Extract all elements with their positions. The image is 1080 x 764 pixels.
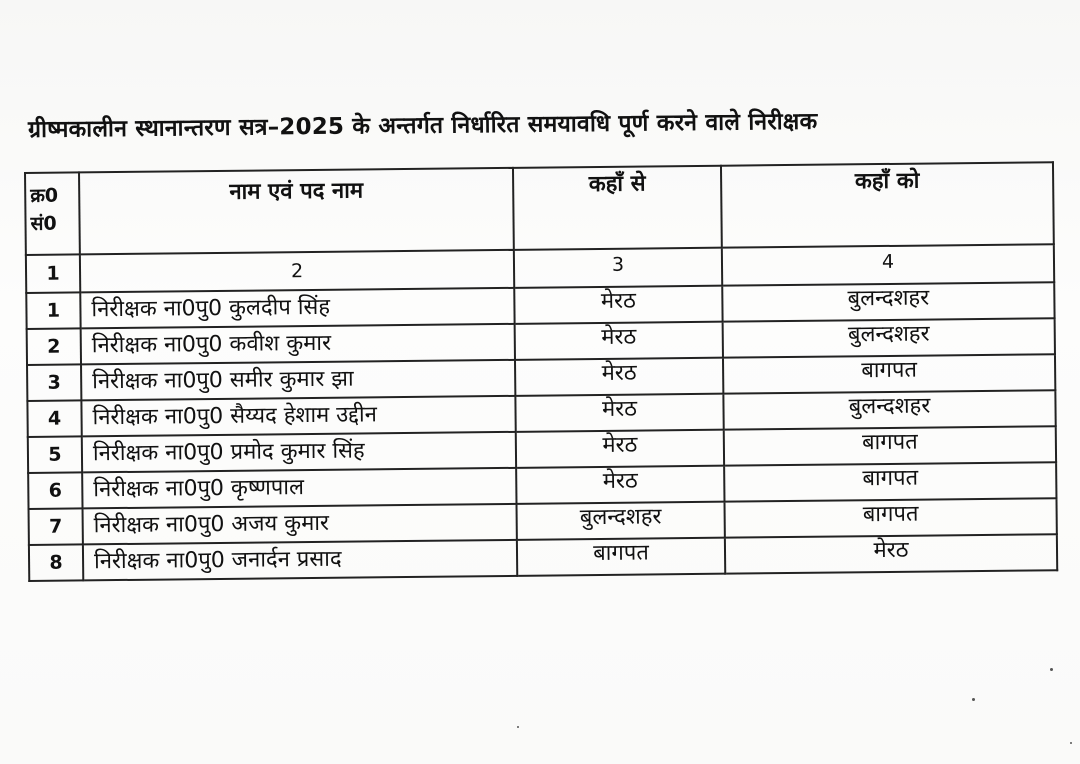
document-title: ग्रीष्मकालीन स्थानान्तरण सत्र–2025 के अन्तर्गत निर्धारित समयावधि पूर्ण करने वाले निरीक्षक xyxy=(27,108,818,143)
row-from: मेरठ xyxy=(514,286,722,324)
row-serial: 3 xyxy=(27,364,81,401)
row-serial: 5 xyxy=(28,436,82,473)
transfer-table xyxy=(24,161,1058,582)
row-from: मेरठ xyxy=(515,394,723,432)
row-to: बागपत xyxy=(724,426,1056,465)
paper-speck xyxy=(517,726,519,728)
column-number: 2 xyxy=(80,250,514,293)
row-serial: 6 xyxy=(28,472,82,509)
row-name: निरीक्षक ना0पु0 प्रमोद कुमार सिंह xyxy=(82,432,516,473)
row-name: निरीक्षक ना0पु0 कवीश कुमार xyxy=(81,324,515,365)
row-serial: 1 xyxy=(26,292,80,329)
row-from: मेरठ xyxy=(516,430,724,468)
header-serial xyxy=(25,172,80,255)
row-serial: 4 xyxy=(27,400,81,437)
row-to: बुलन्दशहर xyxy=(723,318,1055,357)
row-from: मेरठ xyxy=(515,322,723,360)
row-to: बागपत xyxy=(724,498,1056,537)
header-to: कहाँ को xyxy=(721,162,1054,247)
paper-speck xyxy=(1070,742,1072,744)
column-number: 1 xyxy=(26,254,80,293)
row-serial: 7 xyxy=(29,508,83,545)
paper-speck xyxy=(1050,668,1053,671)
row-from: बागपत xyxy=(517,538,725,576)
header-serial-line2: सं0 xyxy=(30,212,57,235)
transfer-table-container xyxy=(24,161,1050,582)
table-header-row xyxy=(25,162,1054,255)
header-name: नाम एवं पद नाम xyxy=(79,168,514,255)
row-to: बुलन्दशहर xyxy=(723,390,1055,429)
column-number: 3 xyxy=(514,248,722,288)
row-name: निरीक्षक ना0पु0 कृष्णपाल xyxy=(82,468,516,509)
row-name: निरीक्षक ना0पु0 जनार्दन प्रसाद xyxy=(83,540,517,581)
row-from: मेरठ xyxy=(515,358,723,396)
header-serial-line1: क्र0 xyxy=(30,184,59,207)
header-from: कहाँ से xyxy=(513,166,722,250)
row-serial: 2 xyxy=(27,328,81,365)
row-serial: 8 xyxy=(29,544,83,581)
row-name: निरीक्षक ना0पु0 अजय कुमार xyxy=(83,504,517,545)
row-to: बागपत xyxy=(724,462,1056,501)
row-name: निरीक्षक ना0पु0 समीर कुमार झा xyxy=(81,360,515,401)
row-from: मेरठ xyxy=(516,466,724,504)
column-number: 4 xyxy=(722,244,1054,285)
paper-speck xyxy=(972,698,975,701)
row-to: बागपत xyxy=(723,354,1055,393)
row-to: मेरठ xyxy=(725,534,1057,573)
row-to: बुलन्दशहर xyxy=(722,282,1054,321)
row-name: निरीक्षक ना0पु0 सैय्यद हेशाम उद्दीन xyxy=(81,396,515,437)
row-name: निरीक्षक ना0पु0 कुलदीप सिंह xyxy=(80,288,514,329)
row-from: बुलन्दशहर xyxy=(517,502,725,540)
